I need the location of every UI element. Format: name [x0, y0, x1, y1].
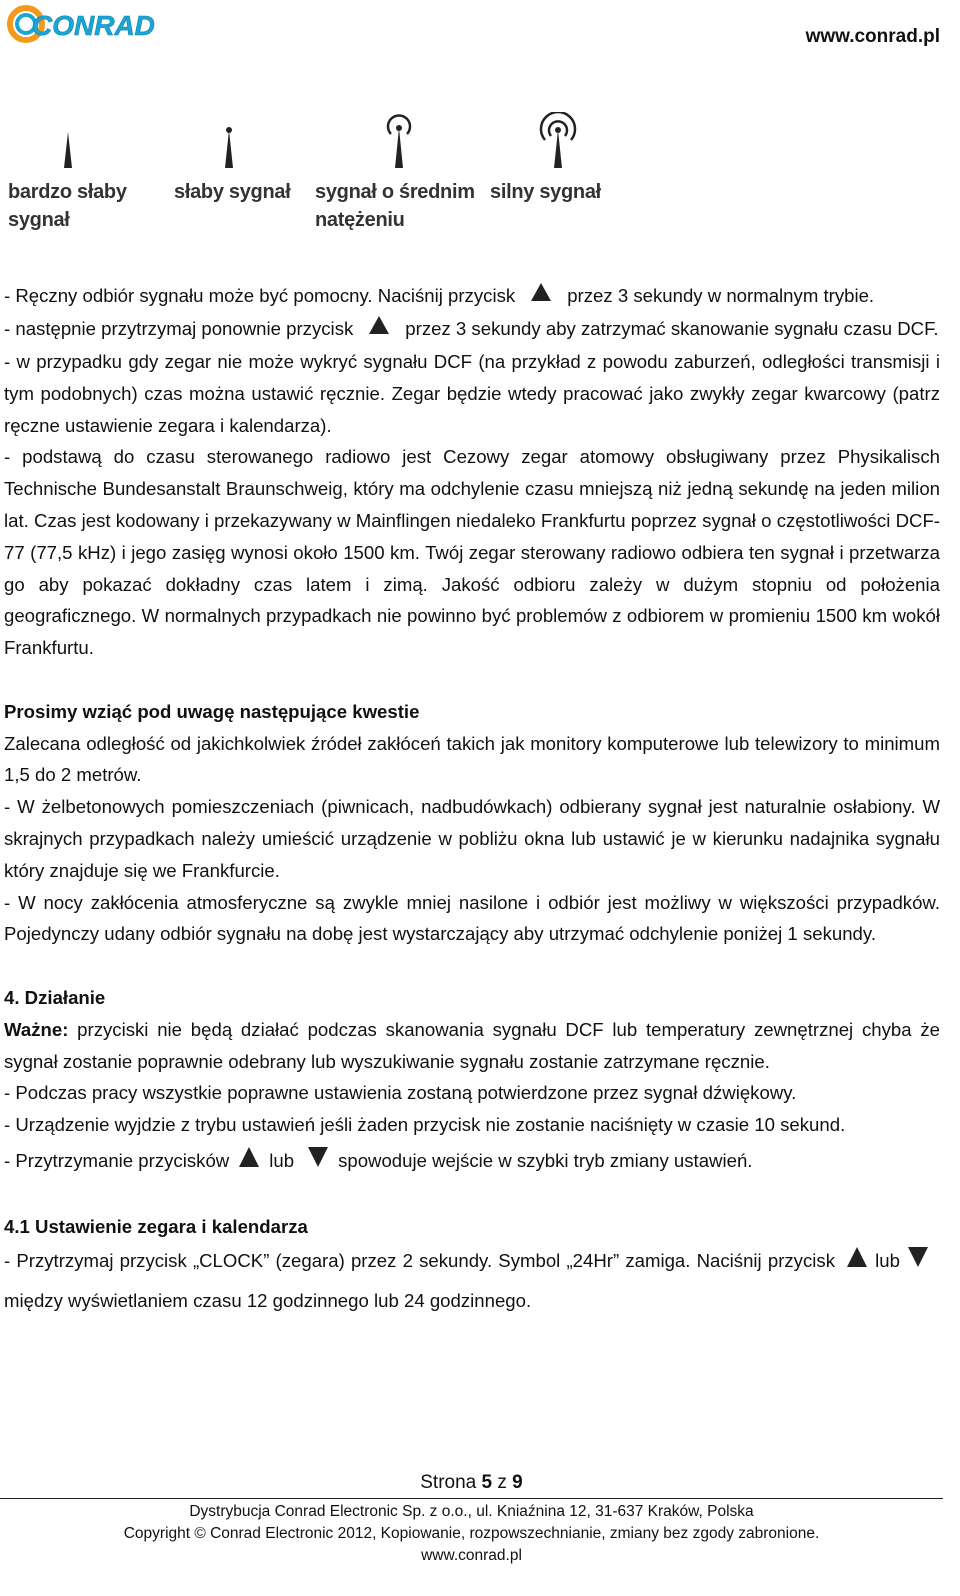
up-button-icon: [845, 1244, 869, 1282]
paragraph-manual-reception: - Ręczny odbiór sygnału może być pomocny. Naciśnij przycisk przez 3 sekundy w normalnym trybie.: [4, 280, 940, 313]
paragraph-night: - W nocy zakłócenia atmosferyczne są zwykle mniej nasilone i odbiór jest możliwy w większości przypadków. Pojedynczy udany odbiór sygnału na dobę jest wystarczający aby utrzymać odchylenie poniżej 1 sekundy.: [4, 891, 940, 945]
signal-label-line1: sygnał o średnim: [315, 181, 475, 203]
footer-distribution: Dystrybucja Conrad Electronic Sp. z o.o., ul. Kniaźnina 12, 31-637 Kraków, Polska: [189, 1503, 754, 1520]
paragraph-beep: - Podczas pracy wszystkie poprawne ustawienia zostaną potwierdzone przez sygnał dźwiękowy.: [4, 1082, 797, 1104]
document-body: [4, 280, 940, 1320]
paragraph-no-dcf: - w przypadku gdy zegar nie może wykryć sygnału DCF (na przykład z powodu zaburzeń, odległości transmisji i tym podobnych) czas można ustawić ręcznie. Zegar będzie wtedy pracować jako zwykły zegar kwarcowy (patrz ręczne ustawienie zegara i kalendarza).: [4, 350, 940, 436]
site-url: www.conrad.pl: [805, 26, 940, 47]
heading-considerations: Prosimy wziąć pod uwagę następujące kwestie: [4, 700, 420, 722]
paragraph-distance: Zalecana odległość od jakichkolwiek źródeł zakłóceń takich jak monitory komputerowe lub telewizory to minimum 1,5 do 2 metrów.: [4, 732, 940, 786]
down-button-icon: [306, 1145, 330, 1179]
paragraph-clock-setting: - Przytrzymaj przycisk „CLOCK” (zegara) przez 2 sekundy. Symbol „24Hr” zamiga. Naciśnij przycisk lubmiędzy wyświetlaniem czasu 12 godzinnego lub 24 godzinnego.: [4, 1242, 940, 1319]
paragraph-timeout: - Urządzenie wyjdzie z trybu ustawień jeśli żaden przycisk nie zostanie naciśnięty w czasie 10 sekund.: [4, 1114, 846, 1136]
paragraph-fast-mode: - Przytrzymanie przycisków lub spowoduje wejście w szybki tryb zmiany ustawień.: [4, 1145, 940, 1179]
signal-label-line2: sygnał: [8, 209, 70, 231]
page-number: Strona 5 z 9: [420, 1472, 523, 1493]
paragraph-stop-scanning: - następnie przytrzymaj ponownie przycisk przez 3 sekundy aby zatrzymać skanowanie sygnału czasu DCF.: [4, 313, 940, 346]
paragraph-concrete-rooms: - W żelbetonowych pomieszczeniach (piwnicach, nadbudówkach) odbierany sygnał jest naturalnie osłabiony. W skrajnych przypadkach należy umieścić urządzenie w pobliżu okna lub ustawić je w kierunku nadajnika sygnału który znajduje się we Frankfurcie.: [4, 796, 940, 881]
signal-strength-legend: [8, 108, 638, 243]
signal-strong: [490, 108, 640, 243]
antenna-very-weak-icon: [56, 112, 80, 172]
paragraph-atomic-clock: - podstawą do czasu sterowanego radiowo jest Cezowy zegar atomowy obsługiwany przez Physikalisch Technische Bundesanstalt Braunschweig, który ma odchylenie czasu mniejszą niż jedną sekundę na jeden milion lat. Czas jest kodowany i przekazywany w Mainflingen niedaleko Frankfurtu poprzez sygnał o częstotliwości DCF-77 (77,5 kHz) i jego zasięg wynosi około 1500 km. Twój zegar sterowany radiowo odbiera ten sygnał i przetwarza go aby pokazać dokładny czas latem i zimą. Jakość odbioru zależy w dużym stopniu od położenia geograficznego. W normalnych przypadkach nie powinno być problemów z odbiorem w promieniu 1500 km wokół Frankfurtu.: [4, 446, 940, 659]
signal-medium: [315, 108, 490, 243]
footer-info: [0, 1501, 943, 1567]
down-button-icon: [906, 1244, 930, 1282]
paragraph-important: Ważne: przyciski nie będą działać podczas skanowania sygnału DCF lub temperatury zewnętrznej chyba że sygnał zostanie poprawnie odebrany lub wyszukiwanie sygnału zostanie zatrzymane ręcznie.: [4, 1018, 940, 1072]
antenna-weak-icon: [217, 112, 241, 172]
heading-operation: 4. Działanie: [4, 986, 106, 1008]
footer-url: www.conrad.pl: [421, 1547, 522, 1564]
svg-text:CONRAD: CONRAD: [32, 10, 155, 41]
heading-clock-setting: 4.1 Ustawienie zegara i kalendarza: [4, 1215, 308, 1237]
signal-label-line1: słaby sygnał: [174, 181, 291, 203]
signal-label-line2: natężeniu: [315, 209, 405, 231]
footer-divider: [0, 1498, 943, 1499]
up-button-icon: [367, 314, 391, 346]
up-button-icon: [237, 1145, 261, 1179]
antenna-strong-icon: [532, 112, 584, 172]
signal-weak: [174, 108, 324, 243]
signal-label-line1: bardzo słaby: [8, 181, 127, 203]
up-button-icon: [529, 281, 553, 313]
footer-copyright: Copyright © Conrad Electronic 2012, Kopiowanie, rozpowszechnianie, zmiany bez zgody zabronione.: [123, 1525, 820, 1542]
antenna-medium-icon: [377, 112, 421, 172]
signal-very-weak: [8, 108, 168, 243]
conrad-logo: [6, 4, 166, 44]
signal-label-line1: silny sygnał: [490, 181, 601, 203]
